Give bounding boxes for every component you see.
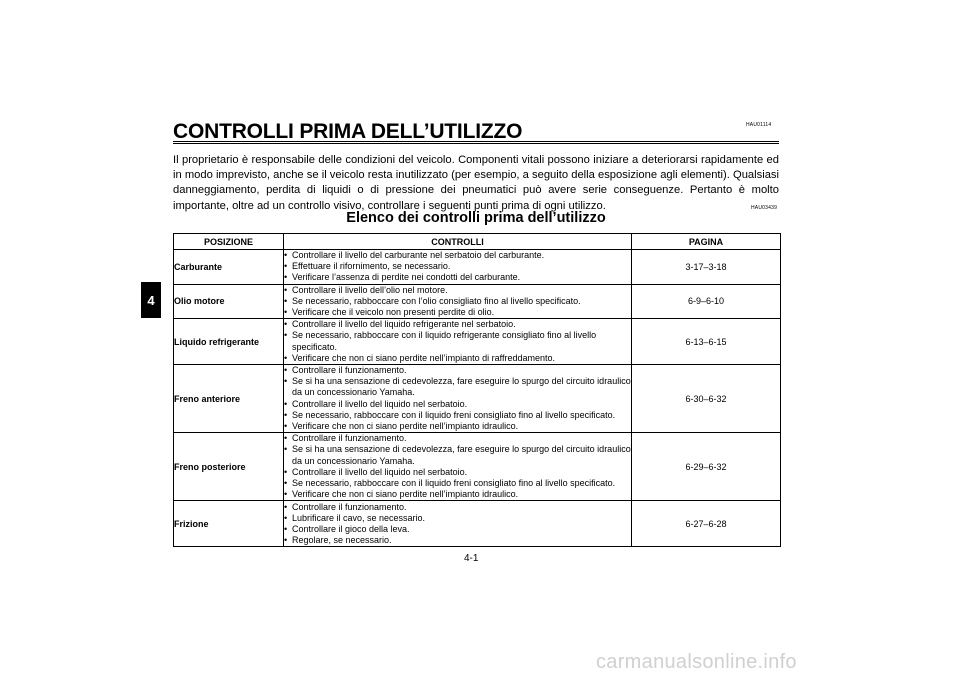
checks-table (173, 233, 781, 547)
table-row (174, 501, 781, 547)
row-checks (284, 284, 632, 319)
table-row (174, 250, 781, 285)
list-item: • Se necessario, rabboccare con il liquido refrigerante consigliato fino al livello specificato. (284, 330, 631, 352)
intro-paragraph: Il proprietario è responsabile delle condizioni del veicolo. Componenti vitali possono iniziare a deteriorarsi rapidamente ed in modo imprevisto, anche se il veicolo resta inutilizzato (per esempio, a seguito della esposizione agli elementi). Qualsiasi danneggiamento, perdita di liquidi o di pressione dei pneumatici può avere serie conseguenze. Pertanto è molto importante, oltre ad un controllo visivo, controllare i seguenti punti prima di ogni utilizzo. (173, 154, 779, 212)
list-item: • Controllare il funzionamento. (284, 502, 631, 513)
list-item: • Regolare, se necessario. (284, 535, 631, 546)
row-checks (284, 319, 632, 365)
row-page: 6-13–6-15 (632, 319, 781, 365)
list-item: • Se si ha una sensazione di cedevolezza, fare eseguire lo spurgo del circuito idraulico da un concessionario Yamaha. (284, 376, 631, 398)
row-position: Frizione (174, 501, 284, 547)
section-code: HAU01114 (746, 122, 772, 128)
list-item: • Controllare il livello dell’olio nel motore. (284, 285, 631, 296)
row-page: 6-30–6-32 (632, 365, 781, 433)
list-item: • Verificare che non ci siano perdite nell’impianto idraulico. (284, 489, 631, 500)
row-position: Liquido refrigerante (174, 319, 284, 365)
list-item: • Lubrificare il cavo, se necessario. (284, 513, 631, 524)
list-item: • Controllare il livello del liquido nel serbatoio. (284, 467, 631, 478)
list-item: • Se necessario, rabboccare con l’olio consigliato fino al livello specificato. (284, 296, 631, 307)
page-title: CONTROLLI PRIMA DELL’UTILIZZO (173, 120, 523, 143)
table-row (174, 284, 781, 319)
table-code: HAU03439 (751, 205, 778, 211)
row-checks (284, 365, 632, 433)
table-row (174, 433, 781, 501)
list-item: • Controllare il livello del liquido refrigerante nel serbatoio. (284, 319, 631, 330)
header-page: PAGINA (632, 234, 781, 250)
list-item: • Controllare il livello del liquido nel serbatoio. (284, 399, 631, 410)
list-item: • Se si ha una sensazione di cedevolezza, fare eseguire lo spurgo del circuito idraulico da un concessionario Yamaha. (284, 444, 631, 466)
list-item: • Verificare che non ci siano perdite nell’impianto di raffreddamento. (284, 353, 631, 364)
table-header-row (174, 234, 781, 250)
row-position: Freno posteriore (174, 433, 284, 501)
page-number: 4-1 (464, 553, 479, 564)
row-position: Carburante (174, 250, 284, 285)
chapter-tab: 4 (141, 282, 161, 318)
list-item: • Controllare il funzionamento. (284, 433, 631, 444)
row-page: 6-27–6-28 (632, 501, 781, 547)
table-title: Elenco dei controlli prima dell’utilizzo (346, 210, 606, 226)
row-page: 6-29–6-32 (632, 433, 781, 501)
row-page: 3-17–3-18 (632, 250, 781, 285)
title-rule (173, 141, 779, 142)
list-item: • Verificare l’assenza di perdite nei condotti del carburante. (284, 272, 631, 283)
table-row (174, 319, 781, 365)
watermark: carmanualsonline.info (596, 651, 797, 673)
list-item: • Se necessario, rabboccare con il liquido freni consigliato fino al livello specificato. (284, 410, 631, 421)
header-checks: CONTROLLI (284, 234, 632, 250)
row-checks (284, 250, 632, 285)
row-checks (284, 433, 632, 501)
list-item: • Verificare che il veicolo non presenti perdite di olio. (284, 307, 631, 318)
list-item: • Se necessario, rabboccare con il liquido freni consigliato fino al livello specificato. (284, 478, 631, 489)
table-row (174, 365, 781, 433)
row-page: 6-9–6-10 (632, 284, 781, 319)
list-item: • Verificare che non ci siano perdite nell’impianto idraulico. (284, 421, 631, 432)
list-item: • Controllare il funzionamento. (284, 365, 631, 376)
list-item: • Effettuare il rifornimento, se necessario. (284, 261, 631, 272)
row-position: Olio motore (174, 284, 284, 319)
list-item: • Controllare il gioco della leva. (284, 524, 631, 535)
header-position: POSIZIONE (174, 234, 284, 250)
title-rule-secondary (173, 143, 779, 144)
list-item: • Controllare il livello del carburante nel serbatoio del carburante. (284, 250, 631, 261)
row-position: Freno anteriore (174, 365, 284, 433)
row-checks (284, 501, 632, 547)
